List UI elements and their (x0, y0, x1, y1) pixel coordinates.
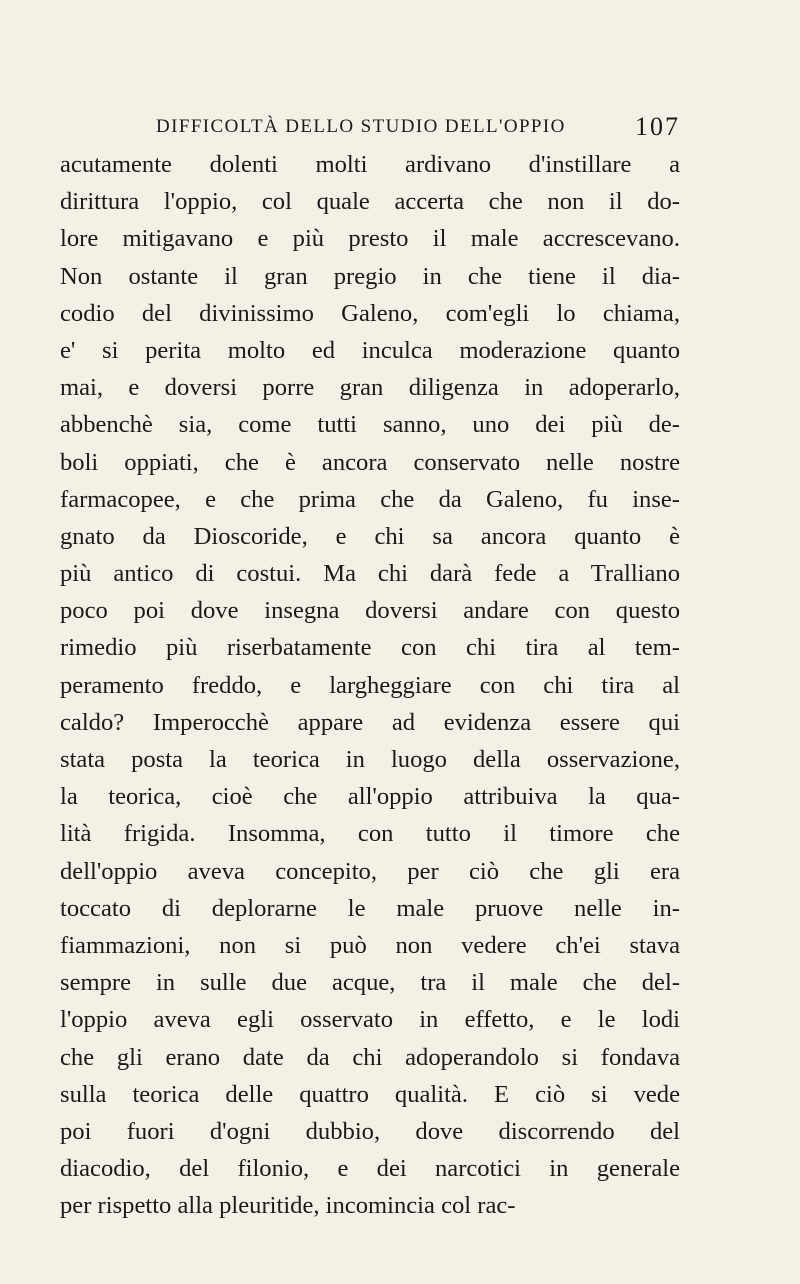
text-line: caldo? Imperocchè appare ad evidenza essere qui (60, 708, 680, 736)
text-line: poi fuori d'ogni dubbio, dove discorrendo del (60, 1117, 680, 1145)
text-line: farmacopee, e che prima che da Galeno, fu inse- (60, 485, 680, 513)
text-line: dell'oppio aveva concepito, per ciò che gli era (60, 857, 680, 885)
text-line: acutamente dolenti molti ardivano d'instillare a (60, 151, 680, 178)
body-text (60, 146, 680, 1224)
text-line: l'oppio aveva egli osservato in effetto, e le lodi (60, 1006, 680, 1034)
text-line: la teorica, cioè che all'oppio attribuiva la qua- (60, 783, 680, 811)
text-line: lità frigida. Insomma, con tutto il timore che (60, 820, 680, 848)
text-line: codio del divinissimo Galeno, com'egli lo chiama, (60, 299, 680, 327)
text-line: per rispetto alla pleuritide, incomincia col rac- (60, 1192, 516, 1220)
text-line: abbenchè sia, come tutti sanno, uno dei più de- (60, 411, 680, 439)
text-line: sempre in sulle due acque, tra il male che del- (60, 969, 680, 997)
text-line: sulla teorica delle quattro qualità. E ciò si vede (60, 1080, 680, 1108)
text-line: e' si perita molto ed inculca moderazione quanto (60, 336, 680, 364)
text-line: rimedio più riserbatamente con chi tira al tem- (60, 634, 680, 662)
text-line: che gli erano date da chi adoperandolo si fondava (60, 1043, 680, 1071)
running-head (60, 112, 680, 148)
text-line: gnato da Dioscoride, e chi sa ancora quanto è (60, 522, 680, 550)
running-title: DIFFICOLTÀ DELLO STUDIO DELL'OPPIO (156, 116, 566, 137)
text-line: fiammazioni, non si può non vedere ch'ei stava (60, 931, 680, 959)
text-line: Non ostante il gran pregio in che tiene il dia- (60, 262, 680, 290)
text-line: diacodio, del filonio, e dei narcotici in generale (60, 1155, 680, 1183)
text-line: peramento freddo, e largheggiare con chi tira al (60, 671, 680, 699)
text-line: più antico di costui. Ma chi darà fede a Tralliano (60, 560, 680, 588)
text-line: dirittura l'oppio, col quale accerta che non il do- (60, 188, 680, 216)
text-line: mai, e doversi porre gran diligenza in adoperarlo, (60, 374, 680, 402)
text-line: poco poi dove insegna doversi andare con questo (60, 597, 680, 625)
text-line: lore mitigavano e più presto il male accrescevano. (60, 225, 680, 253)
text-line: boli oppiati, che è ancora conservato nelle nostre (60, 448, 680, 476)
text-line: toccato di deplorarne le male pruove nelle in- (60, 894, 680, 922)
text-line: stata posta la teorica in luogo della osservazione, (60, 746, 680, 773)
page-number: 107 (635, 112, 680, 141)
